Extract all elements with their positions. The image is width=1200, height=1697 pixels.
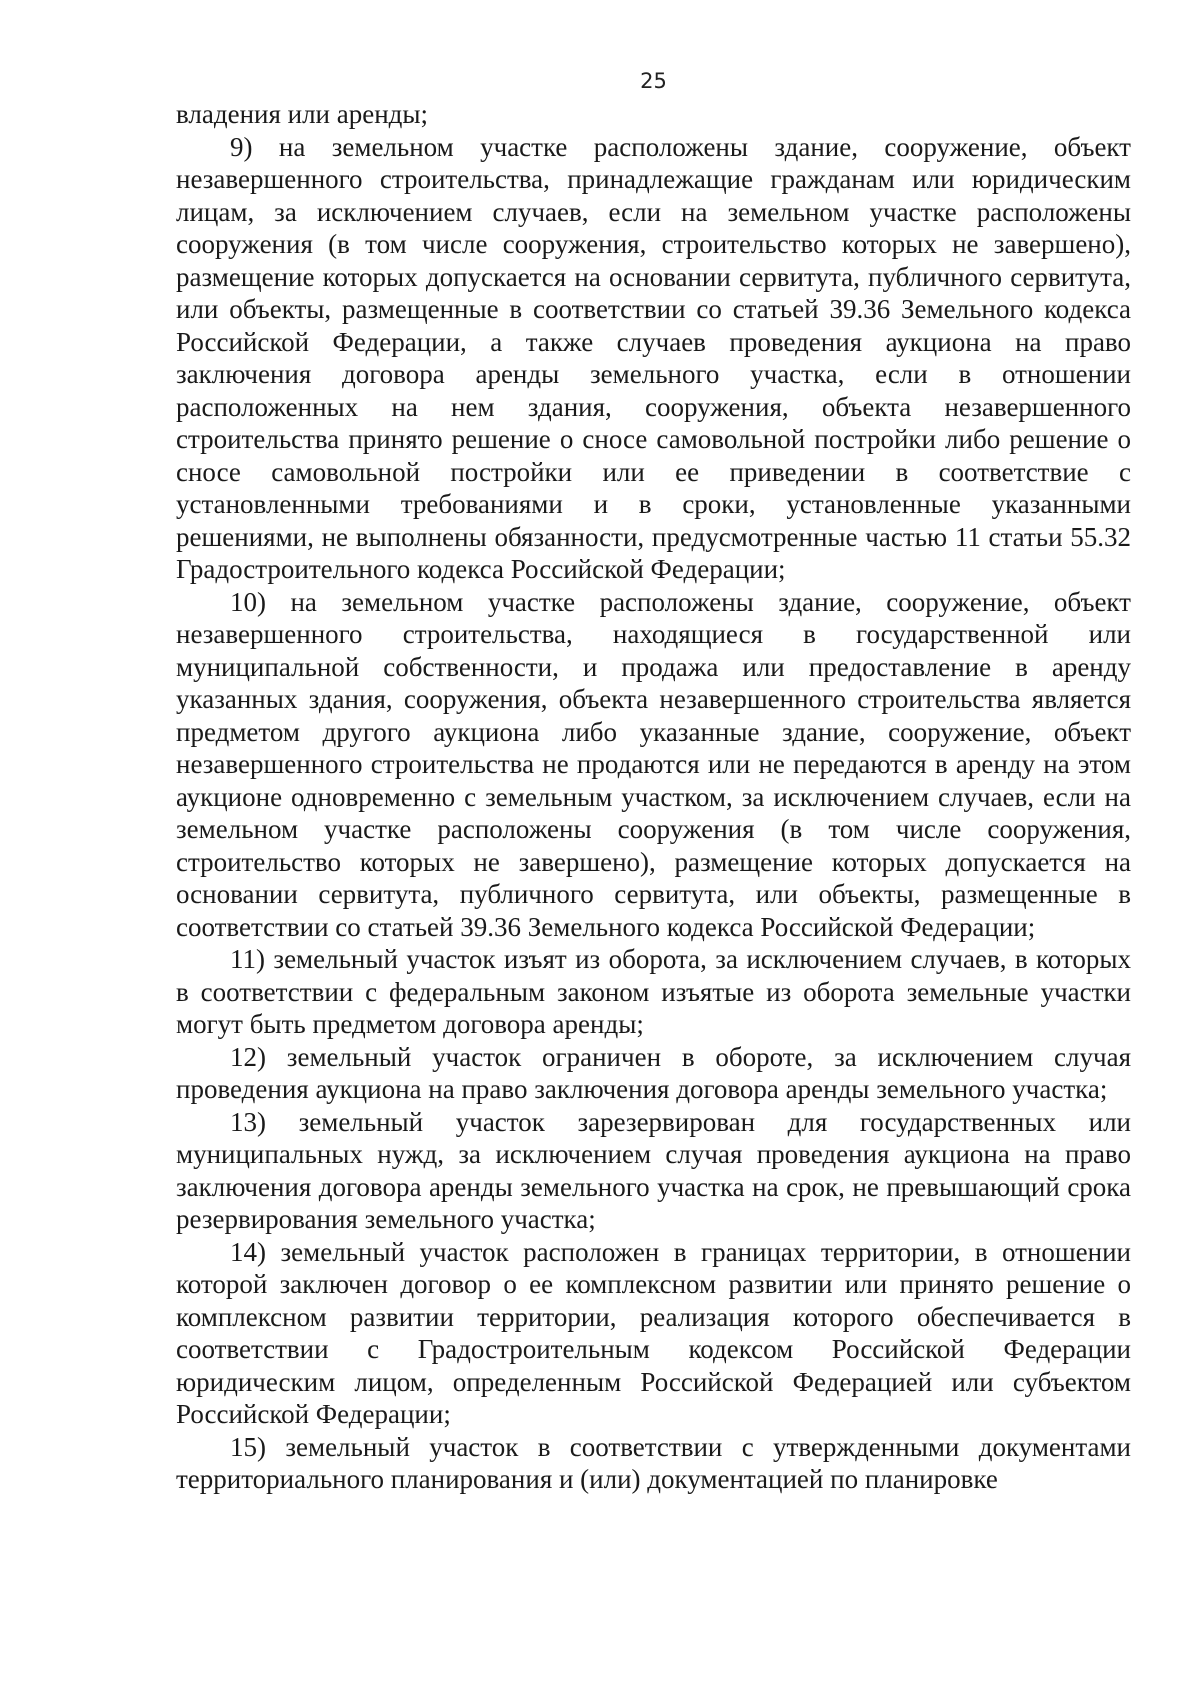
paragraph-continuation: владения или аренды; [176,99,429,129]
page-number: 25 [640,69,667,93]
paragraph-item-10: 10) на земельном участке расположены здание, сооружение, объект незавершенного строительства, находящиеся в государственной или муниципальной собственности, и продажа или предоставление в аренду указанных здания, сооружения, объекта незавершенного строительства является предметом другого аукциона либо указанные здание, сооружение, объект незавершенного строительства не продаются или не передаются в аренду на этом аукционе одновременно с земельным участком, за исключением случаев, если на земельном участке расположены сооружения (в том числе сооружения, строительство которых не завершено), размещение которых допускается на основании сервитута, публичного сервитута, или объекты, размещенные в соответствии со статьей 39.36 Земельного кодекса Российской Федерации; [176,586,1131,942]
paragraph-item-12: 12) земельный участок ограничен в обороте, за исключением случая проведения аукциона на право заключения договора аренды земельного участка; [176,1041,1131,1104]
document-page [176,70,1131,1496]
paragraph-item-11: 11) земельный участок изъят из оборота, за исключением случаев, в которых в соответствии с федеральным законом изъятые из оборота земельные участки могут быть предметом договора аренды; [176,944,1131,1039]
paragraph-item-15: 15) земельный участок в соответствии с утвержденными документами территориального планирования и (или) документацией по планировке [176,1431,1131,1494]
paragraph-item-9: 9) на земельном участке расположены здание, сооружение, объект незавершенного строительства, принадлежащие гражданам или юридическим лицам, за исключением случаев, если на земельном участке расположены сооружения (в том числе сооружения, строительство которых не завершено), размещение которых допускается на основании сервитута, публичного сервитута, или объекты, размещенные в соответствии со статьей 39.36 Земельного кодекса Российской Федерации, а также случаев проведения аукциона на право заключения договора аренды земельного участка, если в отношении расположенных на нем здания, сооружения, объекта незавершенного строительства принято решение о сносе самовольной постройки либо решение о сносе самовольной постройки или ее приведении в соответствие с установленными требованиями и в сроки, установленные указанными решениями, не выполнены обязанности, предусмотренные частью 11 статьи 55.32 Градостроительного кодекса Российской Федерации; [176,131,1131,584]
paragraph-item-14: 14) земельный участок расположен в границах территории, в отношении которой заключен договор о ее комплексном развитии или принято решение о комплексном развитии территории, реализация которого обеспечивается в соответствии с Градостроительным кодексом Российской Федерации юридическим лицом, определенным Российской Федерацией или субъектом Российской Федерации; [176,1236,1131,1429]
paragraph-item-13: 13) земельный участок зарезервирован для государственных или муниципальных нужд, за исключением случая проведения аукциона на право заключения договора аренды земельного участка на срок, не превышающий срока резервирования земельного участка; [176,1106,1131,1234]
